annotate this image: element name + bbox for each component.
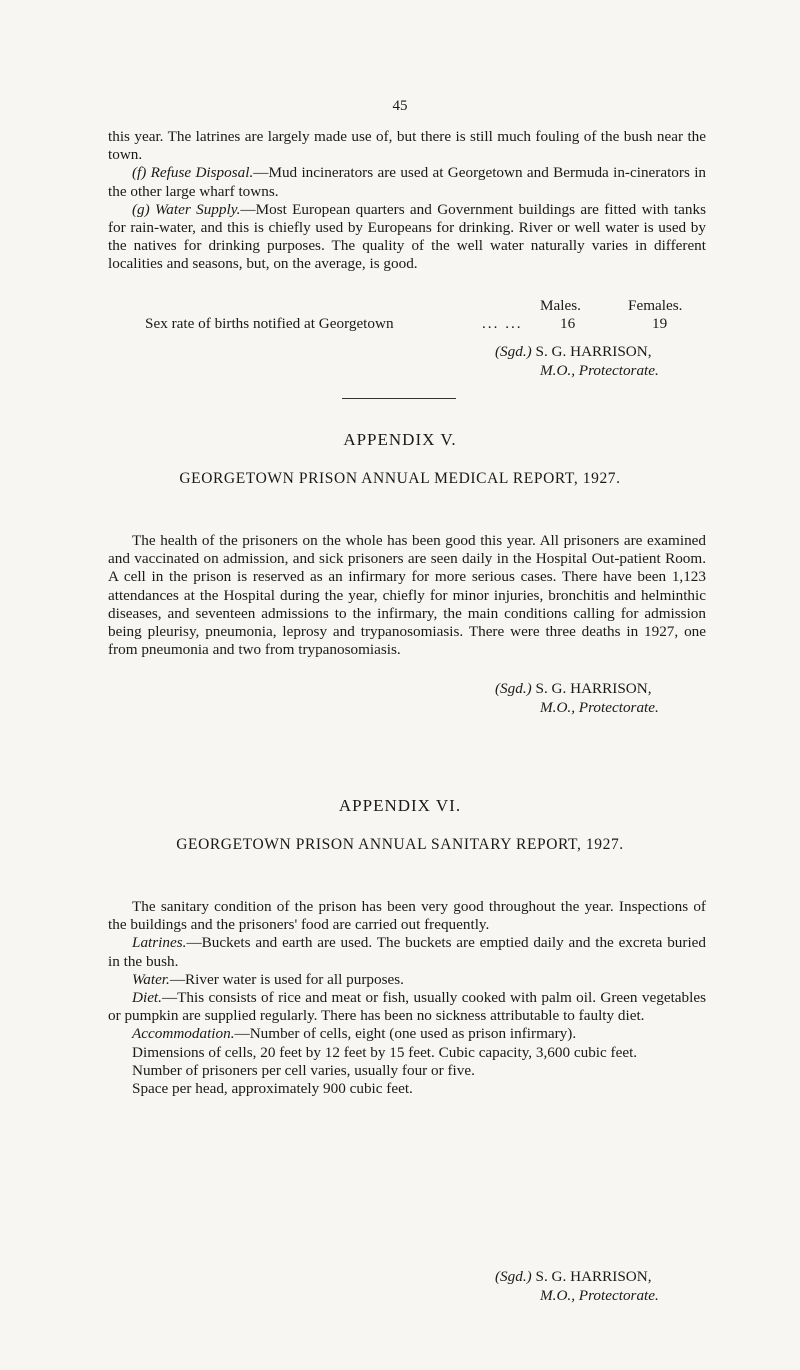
sex-rate-females-value: 19	[652, 315, 668, 332]
refuse-disposal-paragraph	[108, 164, 706, 200]
diet-label: Diet.	[132, 989, 162, 1007]
signature-2-name: S. G. HARRISON,	[535, 680, 652, 697]
appendix-5-body: The health of the prisoners on the whole has been good this year. All prisoners are examined and vaccinated on admission, and sick prisoners are seen daily in the Hospital Out-patient Room. A cell in the prison is reserved as an infirmary for more serious cases. There have been 1,123 attendances at the Hospital during the year, chiefly for minor injuries, bronchitis and helminthic diseases, and seventeen admissions to the infirmary, the main conditions calling for admission being pleurisy, pneumonia, leprosy and trypanosomiasis. There were three deaths in 1927, one from pneumonia and two from trypanosomiasis.	[108, 532, 706, 659]
appendix-6-subtitle: GEORGETOWN PRISON ANNUAL SANITARY REPORT, 1927.	[176, 836, 624, 853]
signature-2-sgd: (Sgd.)	[495, 680, 532, 697]
page-number: 45	[392, 98, 408, 114]
prisoners-per-cell-paragraph: Number of prisoners per cell varies, usually four or five.	[132, 1061, 475, 1079]
signature-3-title: M.O., Protectorate.	[540, 1287, 659, 1304]
diet-paragraph	[108, 989, 706, 1025]
appendix-6-title: APPENDIX VI.	[338, 796, 462, 815]
intro-section	[108, 128, 706, 274]
signature-1-title: M.O., Protectorate.	[540, 362, 659, 379]
signature-3-sgd: (Sgd.)	[495, 1268, 532, 1285]
water-supply-paragraph	[108, 201, 706, 274]
space-per-head-paragraph: Space per head, approximately 900 cubic feet.	[132, 1080, 413, 1098]
water-paragraph	[108, 971, 706, 989]
signature-1	[495, 343, 652, 361]
dimensions-paragraph: Dimensions of cells, 20 feet by 12 feet by 15 feet. Cubic capacity, 3,600 cubic feet.	[132, 1043, 638, 1061]
sex-rate-label: Sex rate of births notified at Georgetown	[145, 315, 394, 332]
accommodation-text: —Number of cells, eight (one used as prison infirmary).	[234, 1025, 577, 1043]
sex-rate-dots: ... ...	[482, 315, 523, 332]
section-divider-1	[342, 398, 456, 399]
signature-3-name: S. G. HARRISON,	[535, 1268, 652, 1285]
diet-text: —This consists of rice and meat or fish, usually cooked with palm oil. Green vegetables or pumpkin are supplied regularly. There has been no sickness attributable to faulty diet.	[108, 989, 706, 1025]
appendix-5-subtitle: GEORGETOWN PRISON ANNUAL MEDICAL REPORT, 1927.	[179, 470, 621, 487]
sanitary-paragraph: The sanitary condition of the prison has been very good throughout the year. Inspections of the buildings and the prisoners' food are carried out frequently.	[108, 898, 706, 934]
latrines-label: Latrines.	[132, 934, 187, 952]
signature-1-name: S. G. HARRISON,	[535, 343, 652, 360]
refuse-disposal-text: —Mud incinerators are used at Georgetown and Bermuda in-cinerators in the other large wharf towns.	[108, 164, 707, 200]
appendix-6-body-section	[108, 898, 706, 1098]
latrines-paragraph	[108, 934, 706, 970]
water-label: Water.	[132, 970, 170, 988]
signature-1-sgd: (Sgd.)	[495, 343, 532, 360]
accommodation-paragraph	[108, 1025, 706, 1043]
appendix-5-title: APPENDIX V.	[343, 430, 457, 449]
signature-2-title: M.O., Protectorate.	[540, 699, 659, 716]
sex-rate-males-value: 16	[560, 315, 576, 332]
accommodation-label: Accommodation.	[132, 1025, 235, 1043]
water-supply-label: (g) Water Supply.	[132, 200, 241, 218]
signature-2	[495, 680, 652, 698]
water-text: —River water is used for all purposes.	[169, 970, 404, 988]
appendix-5-body-section	[108, 532, 706, 659]
refuse-disposal-label: (f) Refuse Disposal.	[132, 164, 254, 182]
signature-3	[495, 1268, 652, 1286]
latrines-text: —Buckets and earth are used. The buckets are emptied daily and the excreta buried in the bush.	[108, 934, 706, 970]
water-supply-text: —Most European quarters and Government buildings are fitted with tanks for rain-water, and this is chiefly used by Europeans for drinking. River or well water is used by the natives for drinking purposes. The quality of the well water naturally varies in different localities and seasons, but, on the average, is good.	[108, 200, 706, 273]
intro-paragraph-1: this year. The latrines are largely made use of, but there is still much fouling of the bush near the town.	[108, 128, 706, 164]
sex-rate-header-males: Males.	[540, 297, 581, 314]
sex-rate-header-females: Females.	[628, 297, 683, 314]
